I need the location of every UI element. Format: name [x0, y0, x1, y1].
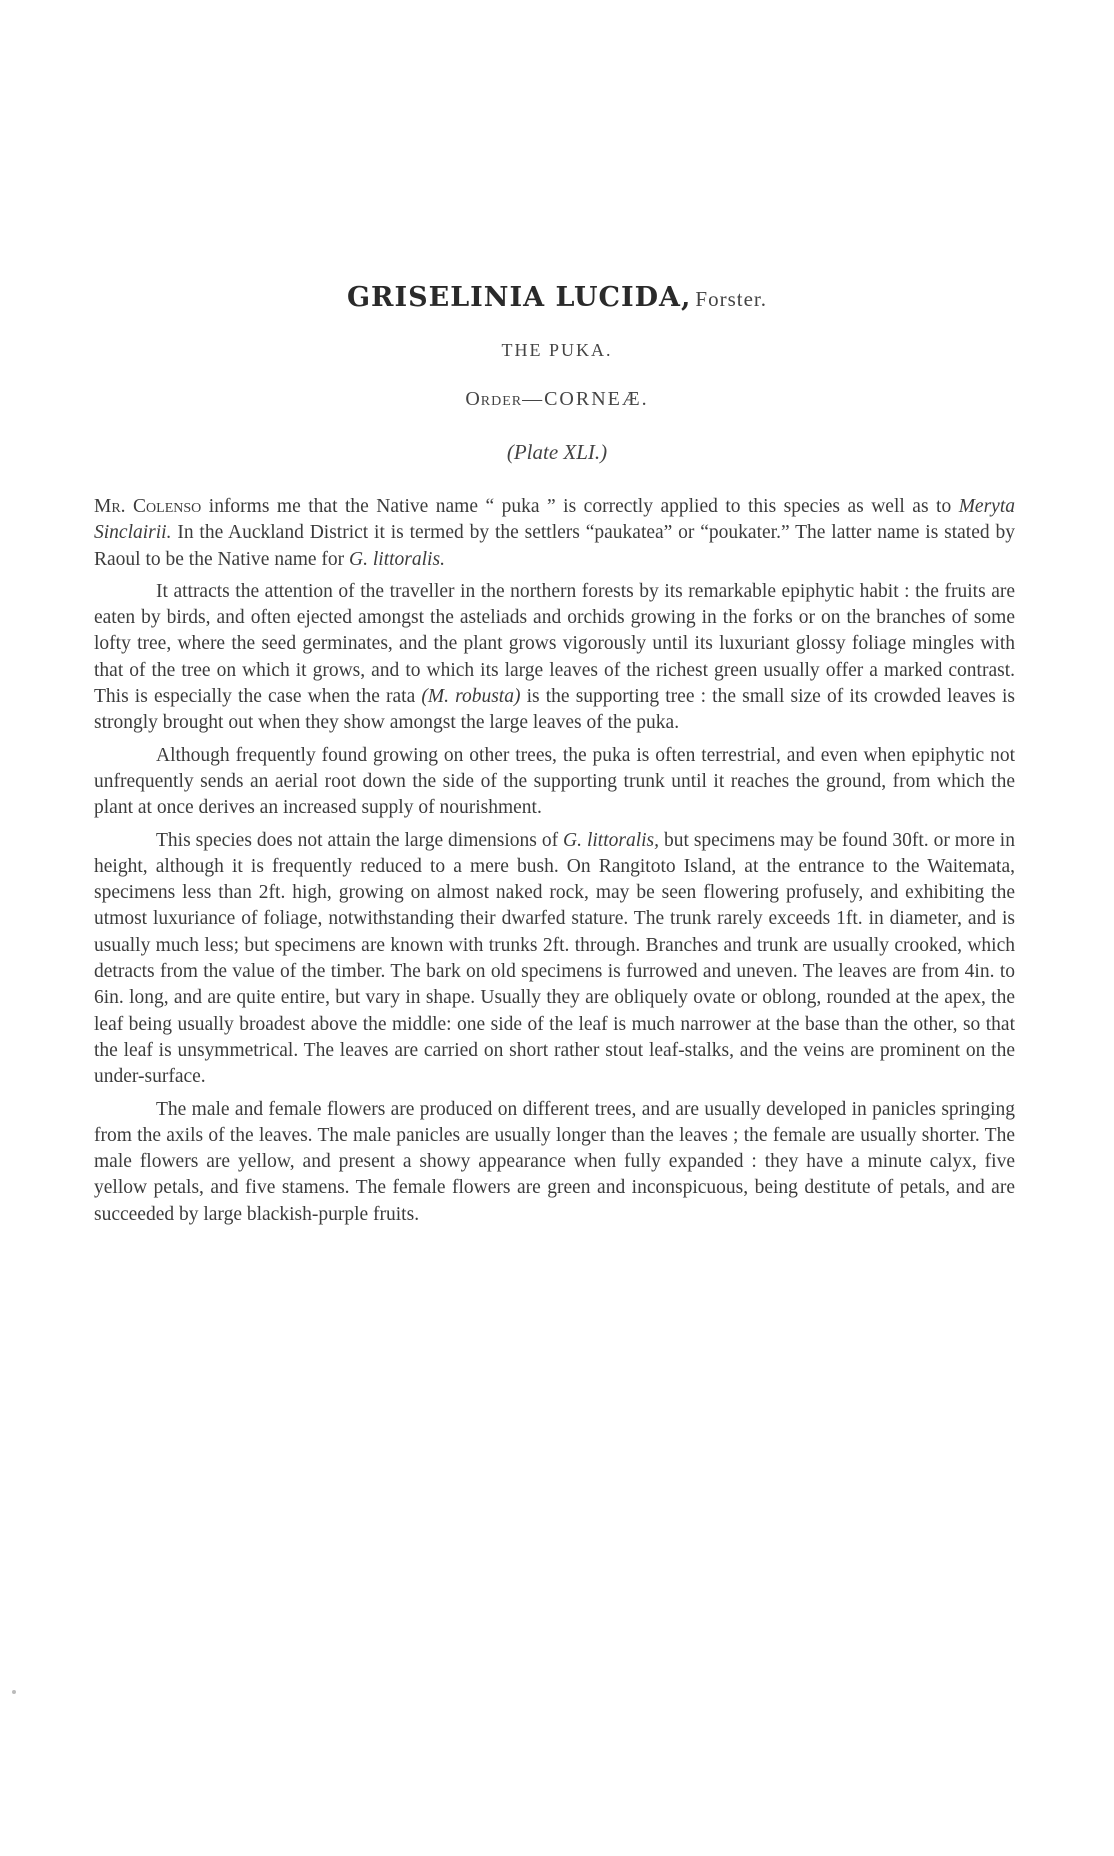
species-title: GRISELINIA LUCIDA, — [346, 282, 692, 313]
species-name-italic: G. littoralis. — [349, 548, 445, 570]
paragraph-4 — [94, 828, 1015, 1091]
species-name-italic: Meryta Sinclairii. — [94, 496, 1015, 544]
text-run: It attracts the attention of the traveller in the northern forests by its remarkable epiphytic habit : the fruits are eaten by birds, and often ejected amongst the asteliads and orchids growing in the forks or on the branches of some lofty tree, where the seed germinates, and the plant grows vigorously until its luxuriant glossy foliage mingles with that of the tree on which it grows, and to which its large leaves of the richest green usually offer a marked contrast. This is especially the case when the rata — [94, 580, 1015, 708]
plate-reference: (Plate XLI.) — [506, 440, 608, 464]
order-dash: — — [522, 388, 545, 410]
common-name: THE PUKA. — [501, 340, 613, 360]
text-run: informs me that the Native name “ puka ” is correctly applied to this species as well as to — [201, 496, 959, 517]
species-author: Forster. — [695, 287, 767, 311]
text-run: is the supporting tree : the small size of its crowded leaves is strongly brought out when they show amongst the large leaves of the puka. — [94, 686, 1016, 734]
text-run: In the Auckland District it is termed by the settlers “paukatea” or “poukater.” The latter name is stated by Raoul to be the Native name for — [94, 522, 1015, 570]
paragraph-3 — [94, 743, 1015, 822]
species-heading — [0, 282, 1114, 313]
paragraph-1 — [94, 494, 1015, 573]
paragraph-5 — [94, 1097, 1015, 1228]
species-name-italic: (M. robusta) — [421, 686, 521, 708]
order-label: Order — [465, 388, 523, 410]
paragraph-2 — [94, 579, 1015, 737]
article-body — [94, 494, 1015, 1234]
text-run: but specimens may be found 30ft. or more in height, although it is frequently reduced to a mere bush. On Rangitoto Island, at the entrance to the Waitemata, specimens less than 2ft. high, growing on almost naked rock, may be seen flowering profusely, and exhibiting the utmost luxuriance of foliage, notwithstanding their dwarfed stature. The trunk rarely exceeds 1ft. in diameter, and is usually much less; but specimens are known with trunks 2ft. through. Branches and trunk are usually crooked, which detracts from the value of the timber. The bark on old specimens is furrowed and uneven. The leaves are from 4in. to 6in. long, and are quite entire, but vary in shape. Usually they are obliquely ovate or oblong, rounded at the apex, the leaf being usually broadest above the middle: one side of the leaf is much narrower at the base than the other, so that the leaf is unsymmetrical. The leaves are carried on short rather stout leaf-stalks, and the veins are prominent on the under-surface. — [94, 829, 1015, 1088]
order-line — [0, 388, 1114, 411]
text-run: The male and female flowers are produced on different trees, and are usually developed in panicles springing from the axils of the leaves. The male panicles are usually longer than the leaves ; the female are usually shorter. The male flowers are yellow, and present a showy appearance when fully expanded : they have a minute calyx, five yellow petals, and five stamens. The female flowers are green and inconspicuous, being destitute of petals, and are succeeded by large blackish-purple fruits. — [94, 1098, 1015, 1225]
order-name: CORNEÆ. — [544, 388, 649, 410]
text-run: This species does not attain the large dimensions of — [156, 829, 564, 851]
author-name: Mr. Colenso — [94, 496, 202, 517]
text-run: Although frequently found growing on other trees, the puka is often terrestrial, and even when epiphytic not unfrequently sends an aerial root down the side of the supporting trunk until it reaches the ground, from which the plant at once derives an increased supply of nourishment. — [94, 744, 1015, 819]
species-name-italic: G. littoralis, — [563, 829, 660, 851]
margin-mark — [12, 1690, 16, 1694]
